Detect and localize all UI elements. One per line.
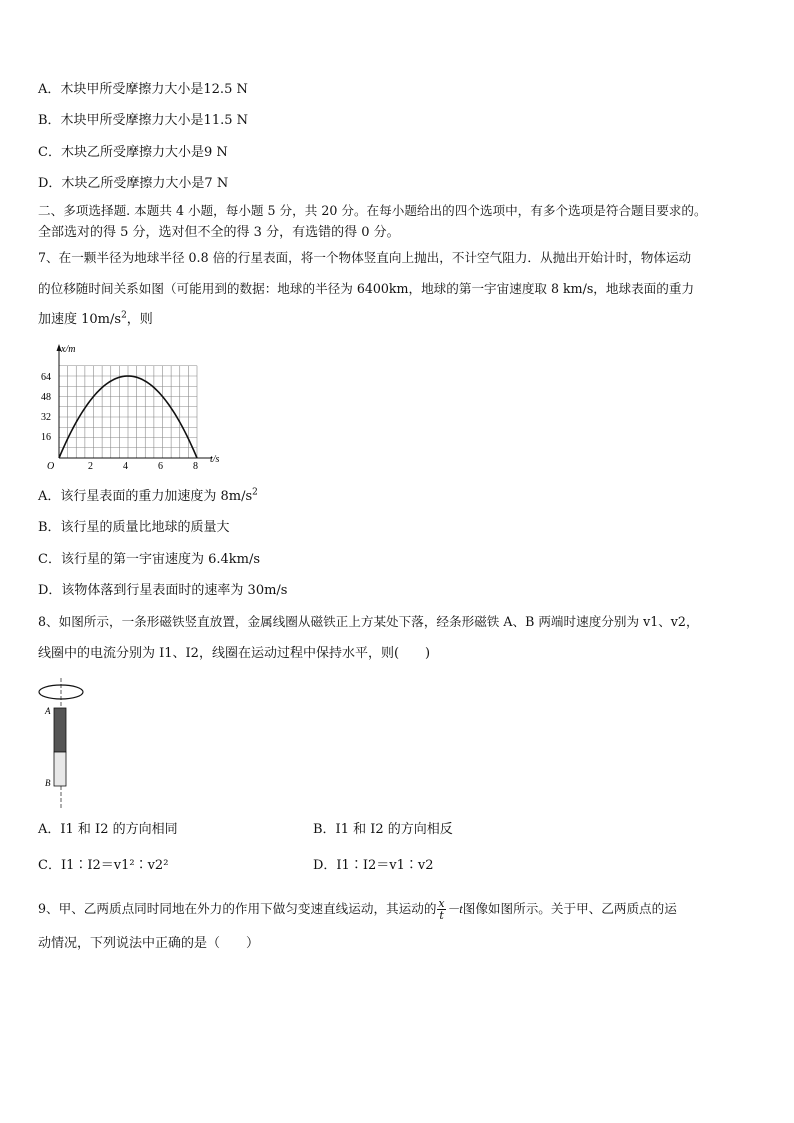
q8-magnet-coil-figure xyxy=(36,678,96,810)
y-tick-label-48: 48 xyxy=(41,392,51,403)
graph-grid xyxy=(59,366,197,458)
q7-option-c: C．该行星的第一宇宙速度为 6.4km/s xyxy=(38,552,261,567)
q8-option-d: D．I1∶I2＝v1∶v2 xyxy=(313,858,434,873)
q6-option-a: A．木块甲所受摩擦力大小是12.5 N xyxy=(38,82,248,97)
section-2-heading-line2: 全部选对的得 5 分，选对但不全的得 3 分，有选错的得 0 分。 xyxy=(38,225,400,240)
y-tick-label-32: 32 xyxy=(41,412,51,423)
y-tick-label-16: 16 xyxy=(41,432,51,443)
q8-stem-line1: 8、如图所示，一条形磁铁竖直放置，金属线圈从磁铁正上方某处下落，经条形磁铁 A、B 两端时速度分别为 v1、v2， xyxy=(38,614,699,629)
q7-displacement-time-graph xyxy=(40,340,240,470)
q8-option-b: B．I1 和 I2 的方向相反 xyxy=(313,822,453,837)
x-tick-label-4: 4 xyxy=(123,461,128,470)
q7-stem-line3: 加速度 $10m/s^2$，则 xyxy=(38,310,153,327)
y-tick-label-64: 64 xyxy=(41,372,51,383)
y-axis-label: x/m xyxy=(61,344,76,355)
q8-option-a: A．I1 和 I2 的方向相同 xyxy=(38,822,178,837)
magnet-north-half xyxy=(54,708,66,752)
q7-option-a: A．该行星表面的重力加速度为 $8m/s^2$ xyxy=(38,487,258,504)
q7-stem-line1: 7、在一颗半径为地球半径 0.8 倍的行星表面，将一个物体竖直向上抛出，不计空气阻力．从抛出开始计时，物体运动 xyxy=(38,250,692,265)
x-tick-label-6: 6 xyxy=(158,461,163,470)
q7-stem-line2: 的位移随时间关系如图（可能用到的数据：地球的半径为 6400km，地球的第一宇宙速度取 8 km/s，地球表面的重力 xyxy=(38,281,695,296)
magnet-end-a-label: A xyxy=(45,706,51,716)
magnet-south-half xyxy=(54,752,66,786)
q7-option-b: B．该行星的质量比地球的质量大 xyxy=(38,520,230,535)
section-2-heading-line1: 二、多项选择题. 本题共 4 小题，每小题 5 分，共 20 分。在每小题给出的四个选项中，有多个选项是符合题目要求的。 xyxy=(38,203,707,218)
q9-stem-line2: 动情况，下列说法中正确的是（ ） xyxy=(38,936,260,951)
x-tick-label-8: 8 xyxy=(193,461,198,470)
q9-stem-line1: 9、甲、乙两质点同时同地在外力的作用下做匀变速直线运动，其运动的 $\frac{x}{t}$ －t图像如图所示。关于甲、乙两质点的运 xyxy=(38,897,677,922)
x-over-t-fraction: $\frac{x}{t}$ xyxy=(438,897,445,922)
q6-option-b: B．木块甲所受摩擦力大小是11.5 N xyxy=(38,113,249,128)
q8-stem-line2: 线圈中的电流分别为 I1、I2，线圈在运动过程中保持水平，则( ) xyxy=(38,646,431,661)
magnet-end-b-label: B xyxy=(45,778,51,788)
q6-option-d: D．木块乙所受摩擦力大小是7 N xyxy=(38,176,229,191)
origin-label: O xyxy=(47,461,55,470)
q6-option-c: C．木块乙所受摩擦力大小是9 N xyxy=(38,145,228,160)
x-tick-label-2: 2 xyxy=(88,461,93,470)
q7-option-d: D．该物体落到行星表面时的速率为 30m/s xyxy=(38,583,288,598)
x-axis-label: t/s xyxy=(210,454,220,465)
q8-option-c: C．I1∶I2＝v1²∶v2² xyxy=(38,858,169,873)
